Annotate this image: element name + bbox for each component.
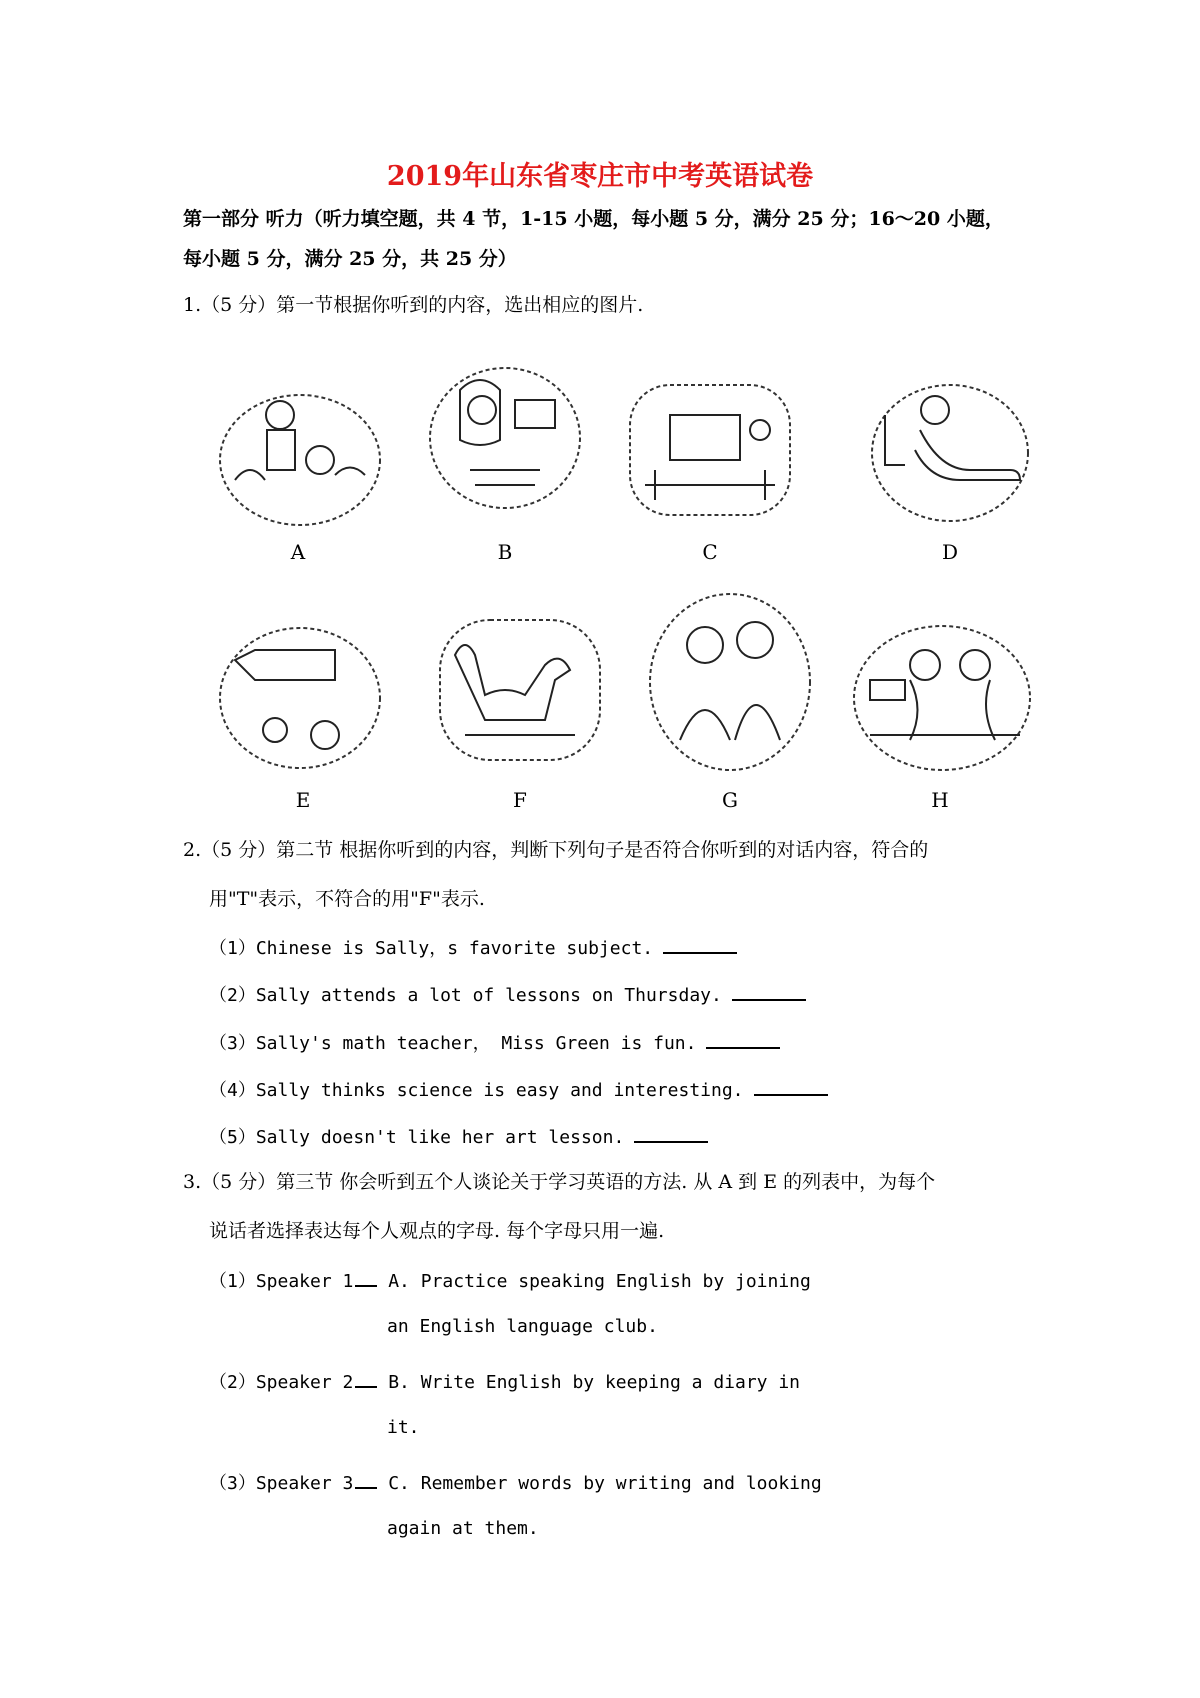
dinosaur-illustration (435, 615, 605, 765)
answer-blank[interactable] (706, 1029, 780, 1049)
item-text: （3）Sally's math teacher， Miss Green is fun. (209, 1033, 697, 1054)
picture-label-c: C (702, 540, 718, 564)
two-people-at-desk-illustration (850, 620, 1035, 775)
picture-label-b: B (497, 540, 513, 564)
question-2-text-line2: 用"T"表示，不符合的用"F"表示. (209, 888, 485, 910)
picture-label-h: H (931, 788, 949, 812)
part1-heading-line1: 第一部分 听力（听力填空题，共 4 节，1-15 小题，每小题 5 分，满分 25 分；16～20 小题， (183, 208, 1004, 230)
question-3-item-1-cont: an English language club. (387, 1316, 658, 1337)
boy-with-toys-illustration (215, 380, 385, 530)
answer-blank[interactable] (355, 1469, 377, 1489)
option-text: A. Practice speaking English by joining (388, 1271, 811, 1292)
exam-title: 2019年山东省枣庄市中考英语试卷 (386, 161, 814, 192)
option-text: C. Remember words by writing and looking (388, 1473, 822, 1494)
person-sitting-illustration (865, 375, 1035, 525)
question-2-item-3 (209, 1029, 780, 1056)
speaker-label: （3）Speaker 3 (209, 1473, 354, 1494)
two-women-illustration (645, 590, 815, 775)
question-1-text: 1.（5 分）第一节根据你听到的内容，选出相应的图片. (183, 294, 644, 316)
answer-blank[interactable] (732, 981, 806, 1001)
option-text: B. Write English by keeping a diary in (388, 1372, 801, 1393)
question-2-item-1 (209, 934, 737, 961)
question-2-item-2 (209, 981, 806, 1008)
classroom-scene-illustration (625, 375, 795, 525)
question-3-item-3 (209, 1469, 822, 1496)
picture-label-f: F (513, 788, 527, 812)
question-3-item-1 (209, 1267, 811, 1294)
answer-blank[interactable] (355, 1267, 377, 1287)
picture-label-d: D (941, 540, 959, 564)
speaker-label: （2）Speaker 2 (209, 1372, 354, 1393)
question-3-text-line1: 3.（5 分）第三节 你会听到五个人谈论关于学习英语的方法. 从 A 到 E 的列表中，为每个 (183, 1171, 936, 1193)
question-3-text-line2: 说话者选择表达每个人观点的字母. 每个字母只用一遍. (209, 1220, 665, 1242)
answer-blank[interactable] (634, 1123, 708, 1143)
girl-reading-illustration (420, 360, 590, 510)
picture-label-g: G (722, 788, 738, 812)
answer-blank[interactable] (355, 1368, 377, 1388)
item-text: （1）Chinese is Sally，s favorite subject. (209, 938, 654, 959)
question-3-item-2 (209, 1368, 800, 1395)
question-2-item-5 (209, 1123, 708, 1150)
question-2-text-line1: 2.（5 分）第二节 根据你听到的内容，判断下列句子是否符合你听到的对话内容，符合的 (183, 839, 929, 861)
item-text: （5）Sally doesn't like her art lesson. (209, 1127, 625, 1148)
speaker-label: （1）Speaker 1 (209, 1271, 354, 1292)
part1-heading-line2: 每小题 5 分，满分 25 分，共 25 分） (183, 248, 517, 270)
picture-label-a: A (290, 540, 306, 564)
item-text: （4）Sally thinks science is easy and interesting. (209, 1080, 744, 1101)
question-2-item-4 (209, 1076, 828, 1103)
answer-blank[interactable] (754, 1076, 828, 1096)
answer-blank[interactable] (663, 934, 737, 954)
question-3-item-2-cont: it. (387, 1417, 420, 1438)
picture-label-e: E (295, 788, 311, 812)
item-text: （2）Sally attends a lot of lessons on Thursday. (209, 985, 722, 1006)
question-3-item-3-cont: again at them. (387, 1518, 539, 1539)
rocket-scene-illustration (215, 620, 385, 770)
